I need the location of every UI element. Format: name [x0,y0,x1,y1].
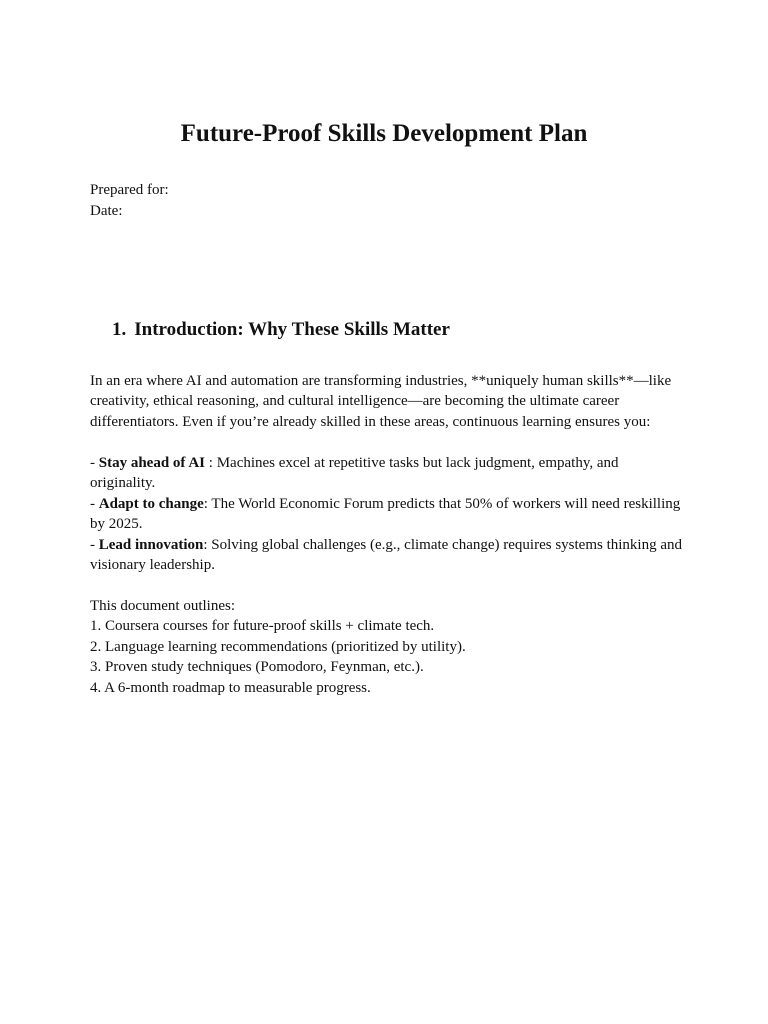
section-number: 1. [112,319,127,340]
date-label: Date: [90,203,123,219]
benefit-list [90,453,682,575]
section-heading-introduction [112,317,450,343]
outline-item: 1. Coursera courses for future-proof skills + climate tech. [90,618,435,635]
bullet-prefix: - [90,455,99,471]
outline-item: 3. Proven study techniques (Pomodoro, Feynman, etc.). [90,659,424,676]
outline-intro: This document outlines: [90,598,235,614]
bullet-prefix: - [90,536,99,553]
outline-item: 4. A 6-month roadmap to measurable progress. [90,679,371,696]
bullet-term: Adapt to change [98,495,204,512]
bullet-term: Stay ahead of AI [98,455,206,471]
section-heading-text: Introduction: Why These Skills Matter [134,319,450,340]
bullet-text: : Machines excel at repetitive tasks but lack judgment, empathy, and originality. [90,455,619,492]
benefit-item [90,453,682,494]
benefit-item [90,494,682,535]
bullet-text: : Solving global challenges (e.g., climate change) requires systems thinking and visionary leadership. [90,536,683,574]
outline-item: 2. Language learning recommendations (prioritized by utility). [90,638,466,655]
bullet-prefix: - [90,495,99,512]
document-title: Future-Proof Skills Development Plan [180,120,588,147]
bullet-text: : The World Economic Forum predicts that 50% of workers will need reskilling by 2025. [90,495,681,533]
prepared-for-label: Prepared for: [90,182,169,198]
intro-paragraph: In an era where AI and automation are transforming industries, **uniquely human skills**—like creativity, ethical reasoning, and cultural intelligence—are becoming the ultimate career differentiators. Even if you’re already skilled in these areas, continuous learning ensures you: [90,373,672,430]
bullet-term: Lead innovation [98,536,204,553]
benefit-item [90,535,682,576]
document-meta [90,180,169,222]
outline-list [90,596,682,698]
